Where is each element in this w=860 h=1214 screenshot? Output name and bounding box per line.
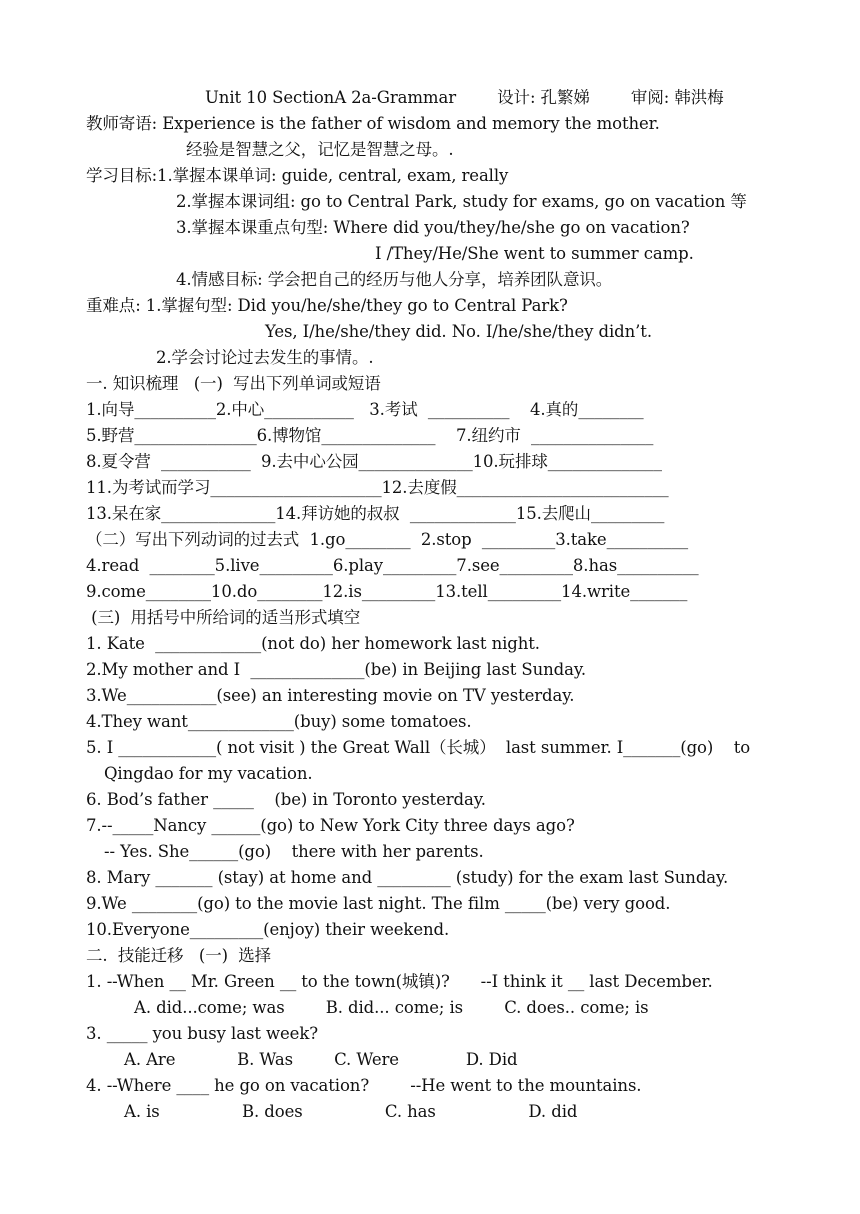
mc-question: 1. --When __ Mr. Green __ to the town(城镇)? --I think it __ last December. bbox=[86, 972, 713, 991]
fill-blank-item: 10.Everyone_________(enjoy) their weekend. bbox=[86, 920, 450, 939]
vocab-row: 8.夏令营 ___________ 9.去中心公园______________10.玩排球______________ bbox=[86, 452, 662, 471]
fill-blank-item: 9.We ________(go) to the movie last night. The film _____(be) very good. bbox=[86, 894, 671, 913]
fill-blank-item: 5. I ____________( not visit ) the Great Wall（长城） last summer. I_______(go) to bbox=[86, 738, 751, 757]
mc-question: 3. _____ you busy last week? bbox=[86, 1024, 318, 1043]
objective-3-answer: I /They/He/She went to summer camp. bbox=[375, 244, 694, 263]
fill-blank-heading: (三) 用括号中所给词的适当形式填空 bbox=[86, 608, 361, 627]
teacher-message: 教师寄语: Experience is the father of wisdom and memory the mother. bbox=[86, 114, 660, 133]
key-point-1-answer: Yes, I/he/she/they did. No. I/he/she/they didn’t. bbox=[265, 322, 652, 341]
vocab-row: 1.向导__________2.中心___________ 3.考试 __________ 4.真的________ bbox=[86, 400, 644, 419]
objective-3: 3.掌握本课重点句型: Where did you/they/he/she go on vacation? bbox=[176, 218, 690, 237]
worksheet-header: Unit 10 SectionA 2a-Grammar 设计: 孔繁娣 审阅: 韩洪梅 bbox=[205, 88, 724, 107]
vocab-row: 13.呆在家______________14.拜访她的叔叔 _____________15.去爬山_________ bbox=[86, 504, 665, 523]
mc-options: A. did...come; was B. did... come; is C. does.. come; is bbox=[134, 998, 649, 1017]
key-point-1: 重难点: 1.掌握句型: Did you/he/she/they go to Central Park? bbox=[86, 296, 568, 315]
vocab-row: 5.野营_______________6.博物馆______________ 7.纽约市 _______________ bbox=[86, 426, 654, 445]
mc-options: A. Are B. Was C. Were D. Did bbox=[124, 1050, 518, 1069]
key-point-2: 2.学会讨论过去发生的事情。. bbox=[156, 348, 374, 367]
section-2-heading: 二. 技能迁移 (一) 选择 bbox=[86, 946, 272, 965]
fill-blank-item: 4.They want_____________(buy) some tomatoes. bbox=[86, 712, 472, 731]
fill-blank-item-continued: Qingdao for my vacation. bbox=[104, 764, 313, 783]
past-tense-row: 9.come________10.do________12.is_________13.tell_________14.write_______ bbox=[86, 582, 688, 601]
fill-blank-item-continued: -- Yes. She______(go) there with her parents. bbox=[104, 842, 484, 861]
teacher-message-translation: 经验是智慧之父，记忆是智慧之母。. bbox=[186, 140, 454, 159]
fill-blank-item: 8. Mary _______ (stay) at home and _________ (study) for the exam last Sunday. bbox=[86, 868, 729, 887]
fill-blank-item: 7.--_____Nancy ______(go) to New York City three days ago? bbox=[86, 816, 575, 835]
vocab-row: 11.为考试而学习_____________________12.去度假__________________________ bbox=[86, 478, 669, 497]
past-tense-heading-row: （二）写出下列动词的过去式 1.go________ 2.stop _________3.take__________ bbox=[86, 530, 689, 549]
objective-1: 学习目标:1.掌握本课单词: guide, central, exam, really bbox=[86, 166, 509, 185]
objective-4: 4.情感目标: 学会把自己的经历与他人分享，培养团队意识。 bbox=[176, 270, 613, 289]
fill-blank-item: 6. Bod’s father _____ (be) in Toronto yesterday. bbox=[86, 790, 486, 809]
fill-blank-item: 1. Kate _____________(not do) her homework last night. bbox=[86, 634, 540, 653]
mc-options: A. is B. does C. has D. did bbox=[124, 1102, 578, 1121]
fill-blank-item: 3.We___________(see) an interesting movie on TV yesterday. bbox=[86, 686, 575, 705]
section-1-heading: 一. 知识梳理 (一) 写出下列单词或短语 bbox=[86, 374, 381, 393]
objective-2: 2.掌握本课词组: go to Central Park, study for exams, go on vacation 等 bbox=[176, 192, 747, 211]
fill-blank-item: 2.My mother and I ______________(be) in Beijing last Sunday. bbox=[86, 660, 586, 679]
mc-question: 4. --Where ____ he go on vacation? --He went to the mountains. bbox=[86, 1076, 642, 1095]
past-tense-row: 4.read ________5.live_________6.play_________7.see_________8.has__________ bbox=[86, 556, 699, 575]
